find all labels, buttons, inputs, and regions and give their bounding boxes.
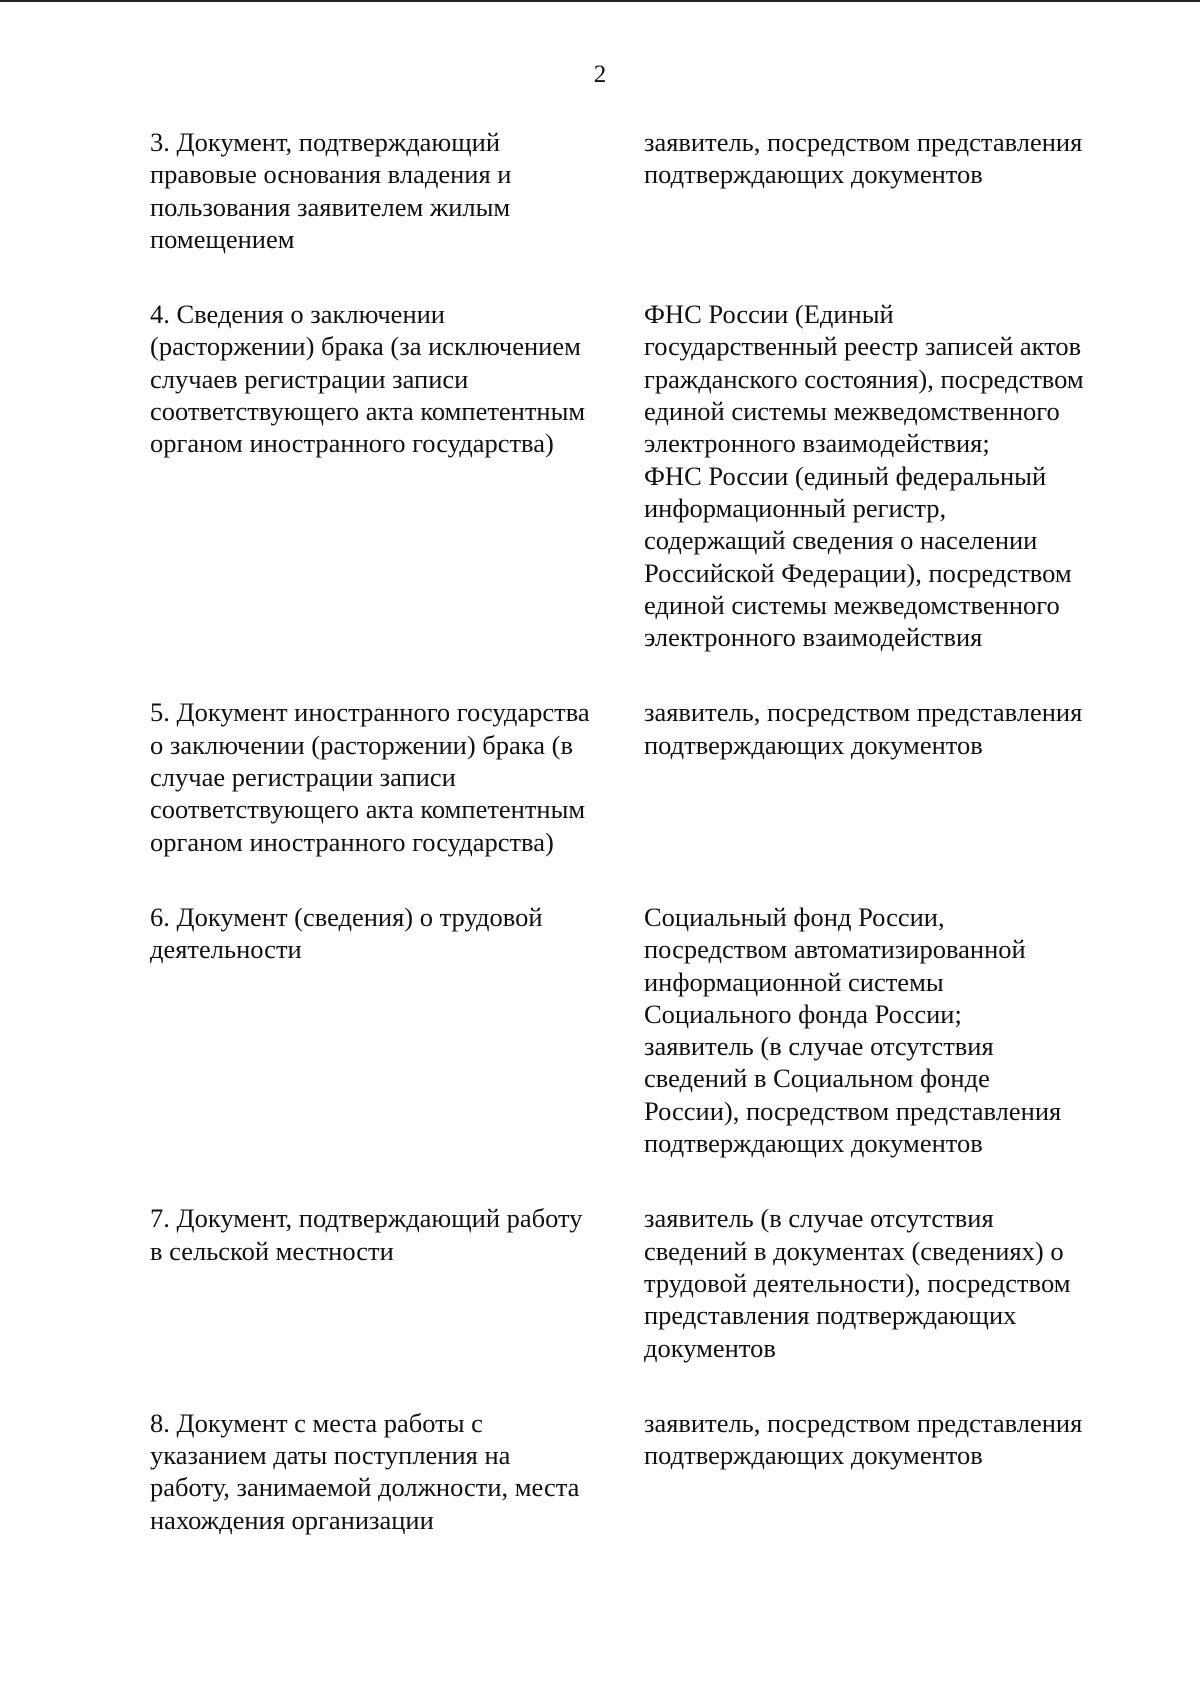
text-line: Социального фонда России; [644, 998, 962, 1029]
row-5 [150, 696, 1130, 857]
text-line: заявитель, посредством представления [644, 697, 1083, 728]
text-line: 7. Документ, подтверждающий работу [150, 1203, 583, 1234]
text-line: правовые основания владения и [150, 159, 512, 190]
text-line: указанием даты поступления на [150, 1440, 511, 1471]
text-line: 6. Документ (сведения) о трудовой [150, 901, 543, 932]
row-4-document [150, 298, 644, 459]
row-6-document [150, 901, 644, 966]
row-7-source [644, 1202, 1130, 1363]
text-line: сведений в Социальном фонде [644, 1063, 990, 1094]
row-8 [150, 1407, 1130, 1536]
text-line: 3. Документ, подтверждающий [150, 127, 500, 157]
text-line: в сельской местности [150, 1235, 394, 1266]
row-7-document [150, 1202, 644, 1267]
text-line: информационный регистр, [644, 492, 947, 523]
text-line: работу, занимаемой должности, места [150, 1472, 580, 1503]
text-line: информационной системы [644, 966, 944, 997]
row-3 [150, 126, 1130, 255]
row-5-document [150, 696, 644, 857]
text-line: соответствующего акта компетентным [150, 794, 586, 825]
text-line: 8. Документ с места работы с [150, 1407, 483, 1438]
text-line: нахождения организации [150, 1504, 434, 1535]
text-line: государственный реестр записей актов [644, 331, 1082, 362]
text-line: пользования заявителем жилым [150, 191, 511, 222]
text-line: электронного взаимодействия; [644, 428, 990, 459]
text-line: подтверждающих документов [644, 1440, 983, 1471]
row-6 [150, 901, 1130, 1159]
row-4-source [644, 298, 1130, 653]
row-3-source [644, 126, 1130, 191]
top-rule [0, 0, 1200, 2]
text-line: случаев регистрации записи [150, 363, 469, 394]
text-line: (расторжении) брака (за исключением [150, 331, 581, 362]
text-line: органом иностранного государства) [150, 428, 554, 459]
text-line: о заключении (расторжении) брака (в [150, 729, 573, 760]
text-line: подтверждающих документов [644, 729, 983, 760]
text-line: Российской Федерации), посредством [644, 557, 1072, 588]
text-line: заявитель (в случае отсутствия [644, 1203, 994, 1234]
text-line: электронного взаимодействия [644, 622, 983, 653]
document-rows [150, 126, 1130, 1536]
row-4 [150, 298, 1130, 653]
text-line: случае регистрации записи [150, 762, 456, 793]
text-line: посредством автоматизированной [644, 934, 1026, 965]
text-line: заявитель (в случае отсутствия [644, 1031, 994, 1062]
text-line: России), посредством представления [644, 1095, 1062, 1126]
row-6-source [644, 901, 1130, 1159]
row-3-document [150, 126, 644, 255]
text-line: единой системы межведомственного [644, 396, 1060, 427]
text-line: деятельности [150, 934, 302, 965]
text-line: ФНС России (единый федеральный [644, 460, 1047, 491]
text-line: помещением [150, 223, 295, 254]
row-7 [150, 1202, 1130, 1363]
text-line: сведений в документах (сведениях) о [644, 1235, 1064, 1266]
text-line: документов [644, 1332, 776, 1363]
text-line: Социальный фонд России, [644, 901, 945, 932]
text-line: 4. Сведения о заключении [150, 299, 445, 330]
text-line: органом иностранного государства) [150, 826, 554, 857]
row-5-source [644, 696, 1130, 761]
text-line: соответствующего акта компетентным [150, 396, 586, 427]
row-8-source [644, 1407, 1130, 1472]
text-line: заявитель, посредством представления [644, 127, 1083, 157]
text-line: подтверждающих документов [644, 1128, 983, 1159]
text-line: единой системы межведомственного [644, 589, 1060, 620]
text-line: 5. Документ иностранного государства [150, 697, 590, 728]
text-line: содержащий сведения о населении [644, 525, 1038, 556]
text-line: трудовой деятельности), посредством [644, 1267, 1071, 1298]
row-8-document [150, 1407, 644, 1536]
text-line: представления подтверждающих [644, 1300, 1017, 1331]
text-line: ФНС России (Единый [644, 299, 894, 330]
text-line: заявитель, посредством представления [644, 1407, 1083, 1438]
text-line: подтверждающих документов [644, 159, 983, 190]
page-number: 2 [593, 61, 607, 88]
text-line: гражданского состояния), посредством [644, 363, 1084, 394]
